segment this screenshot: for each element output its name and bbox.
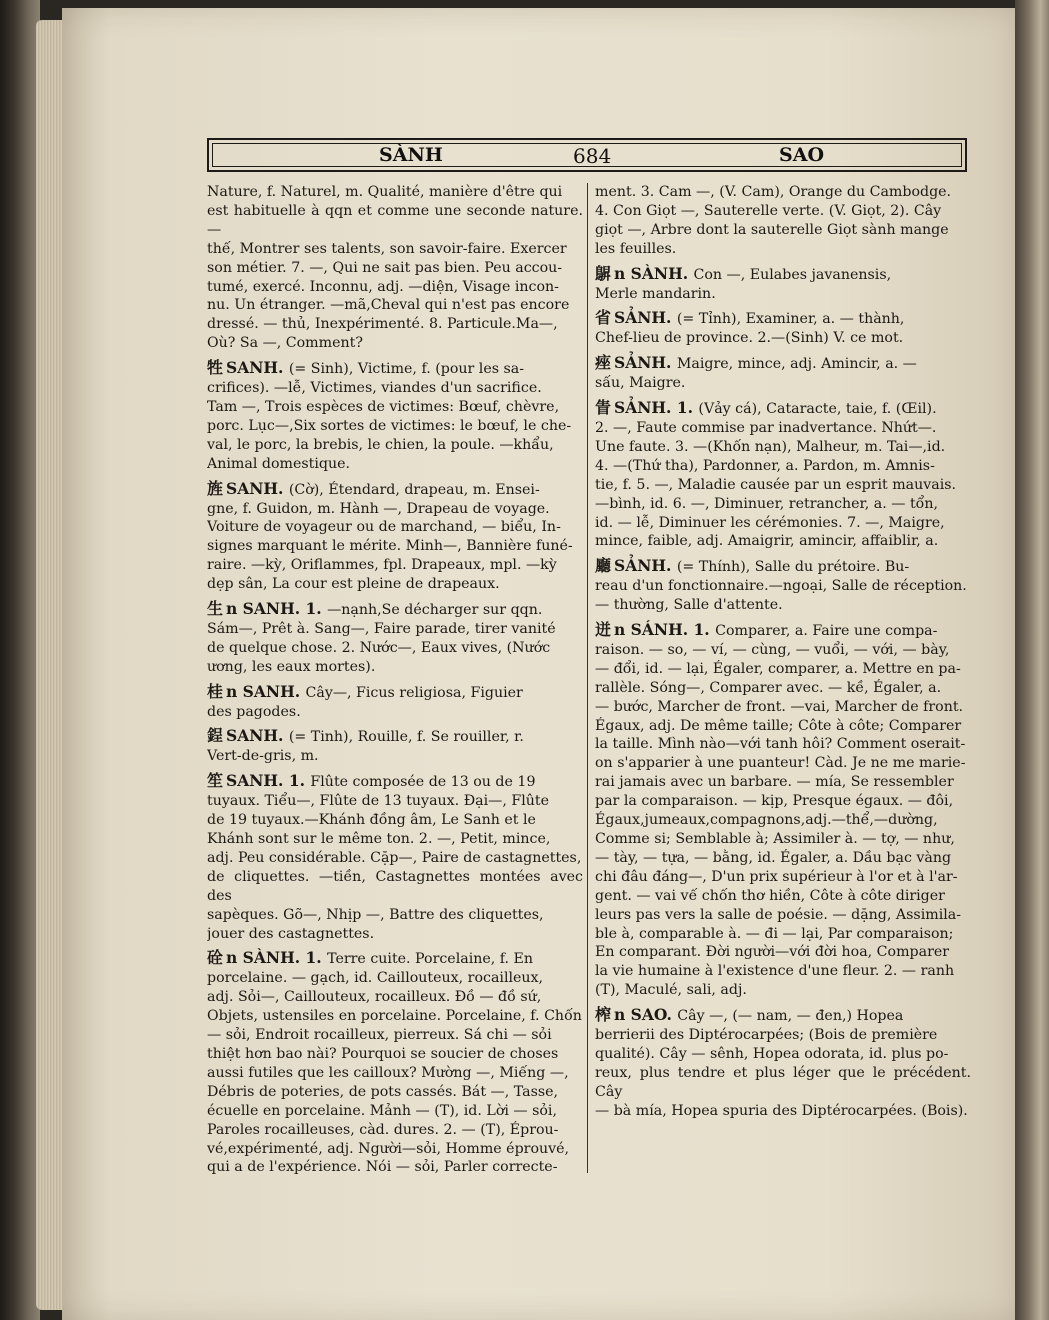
entry-text: 4. Con Giọt —, Sauterelle verte. (V. Giọt, 2). Cây — [595, 202, 942, 219]
entry-line — [595, 735, 971, 754]
entry-line — [207, 906, 583, 925]
entry-line — [595, 906, 971, 925]
entry-text: Tam —, Trois espèces de victimes: Bœuf, chèvre, — [207, 398, 560, 415]
entry-line — [595, 202, 971, 221]
entry-text: Comme si; Semblable à; Assimiler à. — tợ, — như, — [595, 831, 955, 847]
entry-text: porc. Lục—,Six sortes de victimes: le bœuf, le che- — [207, 417, 572, 434]
entry-text: de quelque chose. 2. Nước—, Eaux vives, (Nước — [207, 639, 551, 656]
entry-line — [207, 1064, 583, 1083]
entry-line — [207, 1026, 583, 1045]
headword: SANH. — [226, 726, 289, 746]
entry-line — [207, 727, 583, 747]
entry-text: des pagodes. — [207, 703, 301, 720]
entry-text: (Vảy cá), Cataracte, taie, f. (Œil). — [698, 401, 937, 418]
entry-text: Vert-de-gris, m. — [207, 748, 319, 765]
entry-text: dẹp sân, La cour est pleine de drapeaux. — [207, 576, 500, 593]
entry-line — [595, 309, 971, 329]
entry-line — [595, 221, 971, 240]
entry-text: tie, f. 5. —, Maladie causée par un esprit mauvais. — [595, 476, 957, 493]
entry-text: crifices). —lễ, Victimes, viandes d'un sacrifice. — [207, 380, 542, 397]
entry-text: ương, les eaux mortes). — [207, 658, 376, 675]
entry-text: dressé. — thủ, Inexpérimenté. 8. Particule.Ma—, — [207, 316, 558, 333]
dictionary-entry — [207, 683, 583, 722]
entry-line — [207, 315, 583, 334]
entry-line — [207, 849, 583, 868]
entry-line — [207, 296, 583, 315]
facing-page-edge — [1015, 0, 1049, 1320]
chinese-character: 硂 — [207, 948, 224, 968]
entry-line — [595, 641, 971, 660]
headword: SẢNH. 1. — [614, 398, 699, 418]
chinese-character: 廳 — [595, 556, 612, 576]
entry-text: aussi futiles que les cailloux? Mường —, Miếng —, — [207, 1064, 569, 1081]
entry-text: —nạnh,Se décharger sur qqn. — [327, 602, 543, 619]
entry-text: Sám—, Prêt à. Sang—, Faire parade, tirer vanité — [207, 620, 556, 637]
entry-text: Cây—, Ficus religiosa, Figuier — [305, 684, 523, 701]
entry-text: Con —, Eulabes javanensis, — [693, 266, 892, 283]
chinese-character: 生 — [207, 599, 224, 619]
entry-line — [595, 374, 971, 393]
entry-line — [595, 476, 971, 495]
entry-line — [207, 575, 583, 594]
entry-text: tumé, exercé. Inconnu, adj. —diện, Visage incon- — [207, 278, 559, 295]
entry-line — [595, 557, 971, 577]
entry-line — [595, 265, 971, 285]
entry-line — [595, 399, 971, 419]
dictionary-entry — [207, 183, 583, 353]
chinese-character: 痤 — [595, 353, 612, 373]
entry-text: — bước, Marcher de front. —vai, Marcher de front. — [595, 698, 964, 715]
entry-text: leurs pas vers la salle de poésie. — dặng, Assimila- — [595, 906, 962, 923]
headword: n SÁNH. 1. — [614, 620, 716, 640]
entry-line — [595, 438, 971, 457]
entry-text: Égaux, adj. De même taille; Côte à côte; Comparer — [595, 717, 962, 734]
headword: SẢNH. — [614, 308, 677, 328]
running-header — [207, 138, 967, 172]
entry-text: Où? Sa —, Comment? — [207, 335, 363, 352]
entry-text: — tày, — tựa, — bằng, id. Égaler, a. Dầu bạc vàng — [595, 849, 952, 866]
dictionary-entry — [595, 557, 971, 615]
entry-line — [207, 359, 583, 379]
entry-text: val, le porc, la brebis, le chien, la poule. —khẩu, — [207, 436, 554, 453]
entry-line — [207, 925, 583, 944]
entry-line — [207, 278, 583, 297]
entry-line — [207, 334, 583, 353]
entry-text: vé,expérimenté, adj. Người—sỏi, Homme éprouvé, — [207, 1140, 570, 1157]
dictionary-entry — [207, 359, 583, 473]
headword: SANH. — [226, 478, 289, 498]
entry-line — [595, 240, 971, 259]
entry-line — [207, 792, 583, 811]
headword: n SANH. — [226, 681, 306, 701]
headword: SANH. — [226, 358, 289, 378]
entry-line — [595, 811, 971, 830]
dictionary-entry — [207, 480, 583, 594]
left-column — [207, 183, 583, 1183]
entry-text: écuelle en porcelaine. Mảnh — (T), id. Lời — sỏi, — [207, 1102, 557, 1119]
entry-text: rallèle. Sóng—, Comparer avec. — kề, Égaler, a. — [595, 679, 942, 696]
entry-line — [595, 621, 971, 641]
entry-line — [595, 354, 971, 374]
entry-line — [207, 683, 583, 703]
entry-text: mince, faible, adj. Amaigrir, amincir, affaiblir, a. — [595, 533, 939, 550]
entry-text: gent. — vai vế chốn thơ hiền, Côte à côte diriger — [595, 887, 945, 904]
entry-text: est habituelle à qqn et comme une seconde nature.— — [207, 202, 583, 238]
entry-line — [595, 329, 971, 348]
entry-text: sấu, Maigre. — [595, 375, 686, 392]
entry-text: signes marquant le mérite. Minh—, Bannière funé- — [207, 538, 573, 555]
entry-line — [595, 981, 971, 1000]
entry-line — [595, 962, 971, 981]
headword: SẢNH. — [614, 556, 677, 576]
entry-line — [595, 1006, 971, 1026]
entry-text: Égaux,jumeaux,compagnons,adj.—thể,—dường, — [595, 812, 938, 829]
chinese-character: 榨 — [595, 1005, 612, 1025]
entry-line — [595, 596, 971, 615]
entry-line — [595, 514, 971, 533]
entry-line — [207, 703, 583, 722]
entry-line — [595, 792, 971, 811]
entry-text: les feuilles. — [595, 240, 677, 257]
entry-text: qualité). Cây — sênh, Hopea odorata, id. plus po- — [595, 1045, 949, 1062]
dictionary-entry — [595, 265, 971, 304]
entry-line — [207, 772, 583, 792]
column-divider — [587, 183, 588, 1173]
entry-line — [207, 398, 583, 417]
entry-line — [595, 495, 971, 514]
entry-text: Objets, ustensiles en porcelaine. Porcelaine, f. Chốn — [207, 1008, 582, 1025]
entry-line — [207, 417, 583, 436]
entry-text: Flûte composée de 13 ou de 19 — [310, 774, 536, 791]
entry-line — [207, 830, 583, 849]
entry-text: 4. —(Thứ tha), Pardonner, a. Pardon, m. Amnis- — [595, 457, 935, 474]
chinese-character: 省 — [595, 308, 612, 328]
entry-line — [595, 1064, 971, 1102]
entry-text: Nature, f. Naturel, m. Qualité, manière d'être qui — [207, 184, 563, 200]
entry-line — [595, 285, 971, 304]
dictionary-entry — [207, 772, 583, 943]
headword: SẢNH. — [614, 353, 677, 373]
entry-text: Débris de poteries, de pots cassés. Bát —, Tasse, — [207, 1083, 559, 1100]
entry-line — [595, 773, 971, 792]
entry-line — [595, 868, 971, 887]
entry-text: jouer des castagnettes. — [207, 925, 375, 942]
entry-line — [595, 849, 971, 868]
entry-line — [207, 1083, 583, 1102]
entry-line — [207, 455, 583, 474]
entry-line — [207, 1158, 583, 1177]
entry-line — [207, 1045, 583, 1064]
headword: n SÀNH. — [614, 263, 694, 283]
entry-line — [207, 518, 583, 537]
entry-text: raison. — so, — ví, — cùng, — vuổi, — với, — bày, — [595, 641, 950, 658]
entry-text: ment. 3. Cam —, (V. Cam), Orange du Cambodge. — [595, 184, 952, 200]
chinese-character: 笙 — [207, 771, 224, 791]
entry-text: — đổi, id. — lại, Égaler, comparer, a. Mettre en pa- — [595, 660, 961, 677]
headword: SANH. 1. — [226, 771, 311, 791]
entry-text: on s'apparier à une puanteur! Càd. Je ne me marie- — [595, 755, 966, 772]
entry-line — [207, 1007, 583, 1026]
chinese-character: 眚 — [595, 398, 612, 418]
entry-line — [207, 1121, 583, 1140]
entry-line — [595, 660, 971, 679]
page-number: 684 — [573, 144, 612, 168]
entry-line — [595, 457, 971, 476]
entry-text: (Cờ), Étendard, drapeau, m. Ensei- — [288, 481, 540, 498]
right-column — [595, 183, 971, 1183]
entry-text: reau d'un fonctionnaire.—ngoại, Salle de réception. — [595, 578, 967, 595]
header-left-word: SÀNH — [379, 144, 443, 166]
entry-text: giọt —, Arbre dont la sauterelle Giọt sành mange — [595, 221, 949, 238]
entry-text: la vie humaine à l'existence d'une fleur. 2. — ranh — [595, 963, 955, 980]
entry-text: Une faute. 3. —(Khốn nạn), Malheur, m. Tai—,id. — [595, 438, 946, 455]
dictionary-entry — [595, 309, 971, 348]
entry-text: Voiture de voyageur ou de marchand, — biểu, In- — [207, 519, 561, 536]
entry-text: Comparer, a. Faire une compa- — [715, 623, 938, 640]
entry-text: —bình, id. 6. —, Diminuer, retrancher, a. — tổn, — [595, 495, 938, 512]
book-spine-shadow — [0, 0, 40, 1320]
chinese-character: 鋥 — [207, 726, 224, 746]
entry-line — [207, 811, 583, 830]
headword: n SANH. 1. — [226, 599, 328, 619]
chinese-character: 牲 — [207, 358, 224, 378]
entry-text: gne, f. Guidon, m. Hành —, Drapeau de voyage. — [207, 500, 550, 517]
entry-text: porcelaine. — gạch, id. Caillouteux, rocailleux, — [207, 970, 544, 987]
entry-text: chi đâu đáng—, D'un prix supérieur à l'or et à l'ar- — [595, 868, 958, 885]
entry-text: — sỏi, Endroit rocailleux, pierreux. Sá chi — sỏi — [207, 1027, 552, 1044]
entry-text: par la comparaison. — kịp, Presque égaux. — đôi, — [595, 793, 954, 810]
entry-text: Chef-lieu de province. 2.—(Sinh) V. ce mot. — [595, 330, 904, 347]
entry-line — [207, 620, 583, 639]
dictionary-entry — [595, 1006, 971, 1120]
entry-line — [207, 379, 583, 398]
entry-text: de 19 tuyaux.—Khánh đồng âm, Le Sanh et le — [207, 812, 536, 829]
entry-text: Terre cuite. Porcelaine, f. En — [327, 951, 534, 968]
entry-line — [595, 830, 971, 849]
entry-text: En comparant. Đời người—với đời hoa, Comparer — [595, 944, 950, 961]
dictionary-entry — [207, 949, 583, 1177]
entry-line — [595, 754, 971, 773]
entry-line — [207, 500, 583, 519]
entry-text: thiệt hơn bao nài? Pourquoi se soucier de choses — [207, 1045, 559, 1062]
entry-line — [595, 943, 971, 962]
entry-text: raire. —kỳ, Oriflammes, fpl. Drapeaux, mpl. —kỳ — [207, 557, 557, 574]
entry-line — [207, 868, 583, 906]
entry-line — [595, 419, 971, 438]
entry-text: reux, plus tendre et plus léger que le précédent. Cây — [595, 1064, 971, 1100]
entry-line — [207, 556, 583, 575]
entry-text: — thường, Salle d'attente. — [595, 597, 783, 614]
entry-line — [595, 717, 971, 736]
chinese-character: 桂 — [207, 681, 224, 701]
entry-text: berrierii des Diptérocarpées; (Bois de première — [595, 1027, 938, 1044]
entry-text: thế, Montrer ses talents, son savoir-faire. Exercer — [207, 240, 567, 257]
dictionary-entry — [207, 727, 583, 766]
dictionary-entry — [595, 183, 971, 259]
entry-line — [207, 747, 583, 766]
entry-text: qui a de l'expérience. Nói — sỏi, Parler correcte- — [207, 1159, 558, 1176]
entry-line — [595, 1102, 971, 1121]
entry-text: de cliquettes. —tiền, Castagnettes montées avec des — [207, 868, 583, 904]
entry-text: adj. Sỏi—, Caillouteux, rocailleux. Đồ — đồ sứ, — [207, 989, 542, 1006]
entry-line — [207, 480, 583, 500]
entry-line — [595, 183, 971, 202]
entry-text: Paroles rocailleuses, càd. dures. 2. — (T), Éprou- — [207, 1121, 559, 1138]
entry-text: (= Sinh), Victime, f. (pour les sa- — [288, 361, 525, 378]
entry-line — [595, 679, 971, 698]
entry-line — [595, 887, 971, 906]
entry-text: Khánh sont sur le même ton. 2. —, Petit, mince, — [207, 831, 551, 847]
entry-line — [595, 577, 971, 596]
chinese-character: 鵿 — [595, 263, 612, 283]
entry-text: sapèques. Gõ—, Nhịp —, Battre des cliquettes, — [207, 906, 544, 923]
entry-text: rai jamais avec un barbare. — mía, Se ressembler — [595, 774, 954, 791]
entry-line — [207, 949, 583, 969]
entry-line — [595, 1045, 971, 1064]
entry-line — [595, 1026, 971, 1045]
entry-line — [207, 969, 583, 988]
entry-text: Merle mandarin. — [595, 285, 716, 302]
entry-line — [207, 658, 583, 677]
entry-line — [595, 698, 971, 717]
entry-line — [207, 600, 583, 620]
entry-text: id. — lễ, Diminuer les cérémonies. 7. —, Maigre, — [595, 514, 945, 531]
dictionary-entry — [595, 399, 971, 551]
dictionary-entry — [207, 600, 583, 677]
entry-text: (= Tỉnh), Examiner, a. — thành, — [676, 311, 905, 328]
entry-text: adj. Peu considérable. Cặp—, Paire de castagnettes, — [207, 849, 582, 866]
entry-line — [207, 988, 583, 1007]
entry-text: Maigre, mince, adj. Amincir, a. — — [676, 356, 917, 373]
chinese-character: 旌 — [207, 478, 224, 498]
headword: n SAO. — [614, 1005, 678, 1025]
entry-text: nu. Un étranger. —mã,Cheval qui n'est pas encore — [207, 297, 570, 314]
entry-line — [207, 259, 583, 278]
entry-line — [207, 1102, 583, 1121]
entry-text: la taille. Mình nào—với tanh hôi? Comment oserait- — [595, 736, 966, 753]
entry-line — [207, 436, 583, 455]
entry-line — [207, 639, 583, 658]
entry-text: — bà mía, Hopea spuria des Diptérocarpées. (Bois). — [595, 1102, 968, 1119]
entry-text: Animal domestique. — [207, 455, 350, 472]
entry-text: 2. —, Faute commise par inadvertance. Nhứt—. — [595, 419, 937, 436]
entry-line — [207, 240, 583, 259]
header-right-word: SAO — [779, 144, 825, 166]
entry-line — [207, 537, 583, 556]
dictionary-entry — [595, 354, 971, 393]
entry-text: (T), Maculé, sali, adj. — [595, 982, 747, 999]
dictionary-entry — [595, 621, 971, 1000]
entry-line — [595, 532, 971, 551]
entry-text: Cây —, (— nam, — đen,) Hopea — [677, 1008, 904, 1025]
entry-line — [207, 183, 583, 202]
entry-line — [207, 1140, 583, 1159]
headword: n SÀNH. 1. — [226, 948, 328, 968]
entry-text: (= Thính), Salle du prétoire. Bu- — [676, 559, 910, 576]
entry-line — [595, 925, 971, 944]
entry-text: (= Tinh), Rouille, f. Se rouiller, r. — [288, 729, 524, 746]
entry-text: son métier. 7. —, Qui ne sait pas bien. Peu accou- — [207, 259, 563, 276]
entry-text: tuyaux. Tiểu—, Flûte de 13 tuyaux. Đại—, Flûte — [207, 793, 549, 810]
chinese-character: 迸 — [595, 620, 612, 640]
entry-text: ble à, comparable à. — đi — lại, Par comparaison; — [595, 925, 954, 942]
entry-line — [207, 202, 583, 240]
